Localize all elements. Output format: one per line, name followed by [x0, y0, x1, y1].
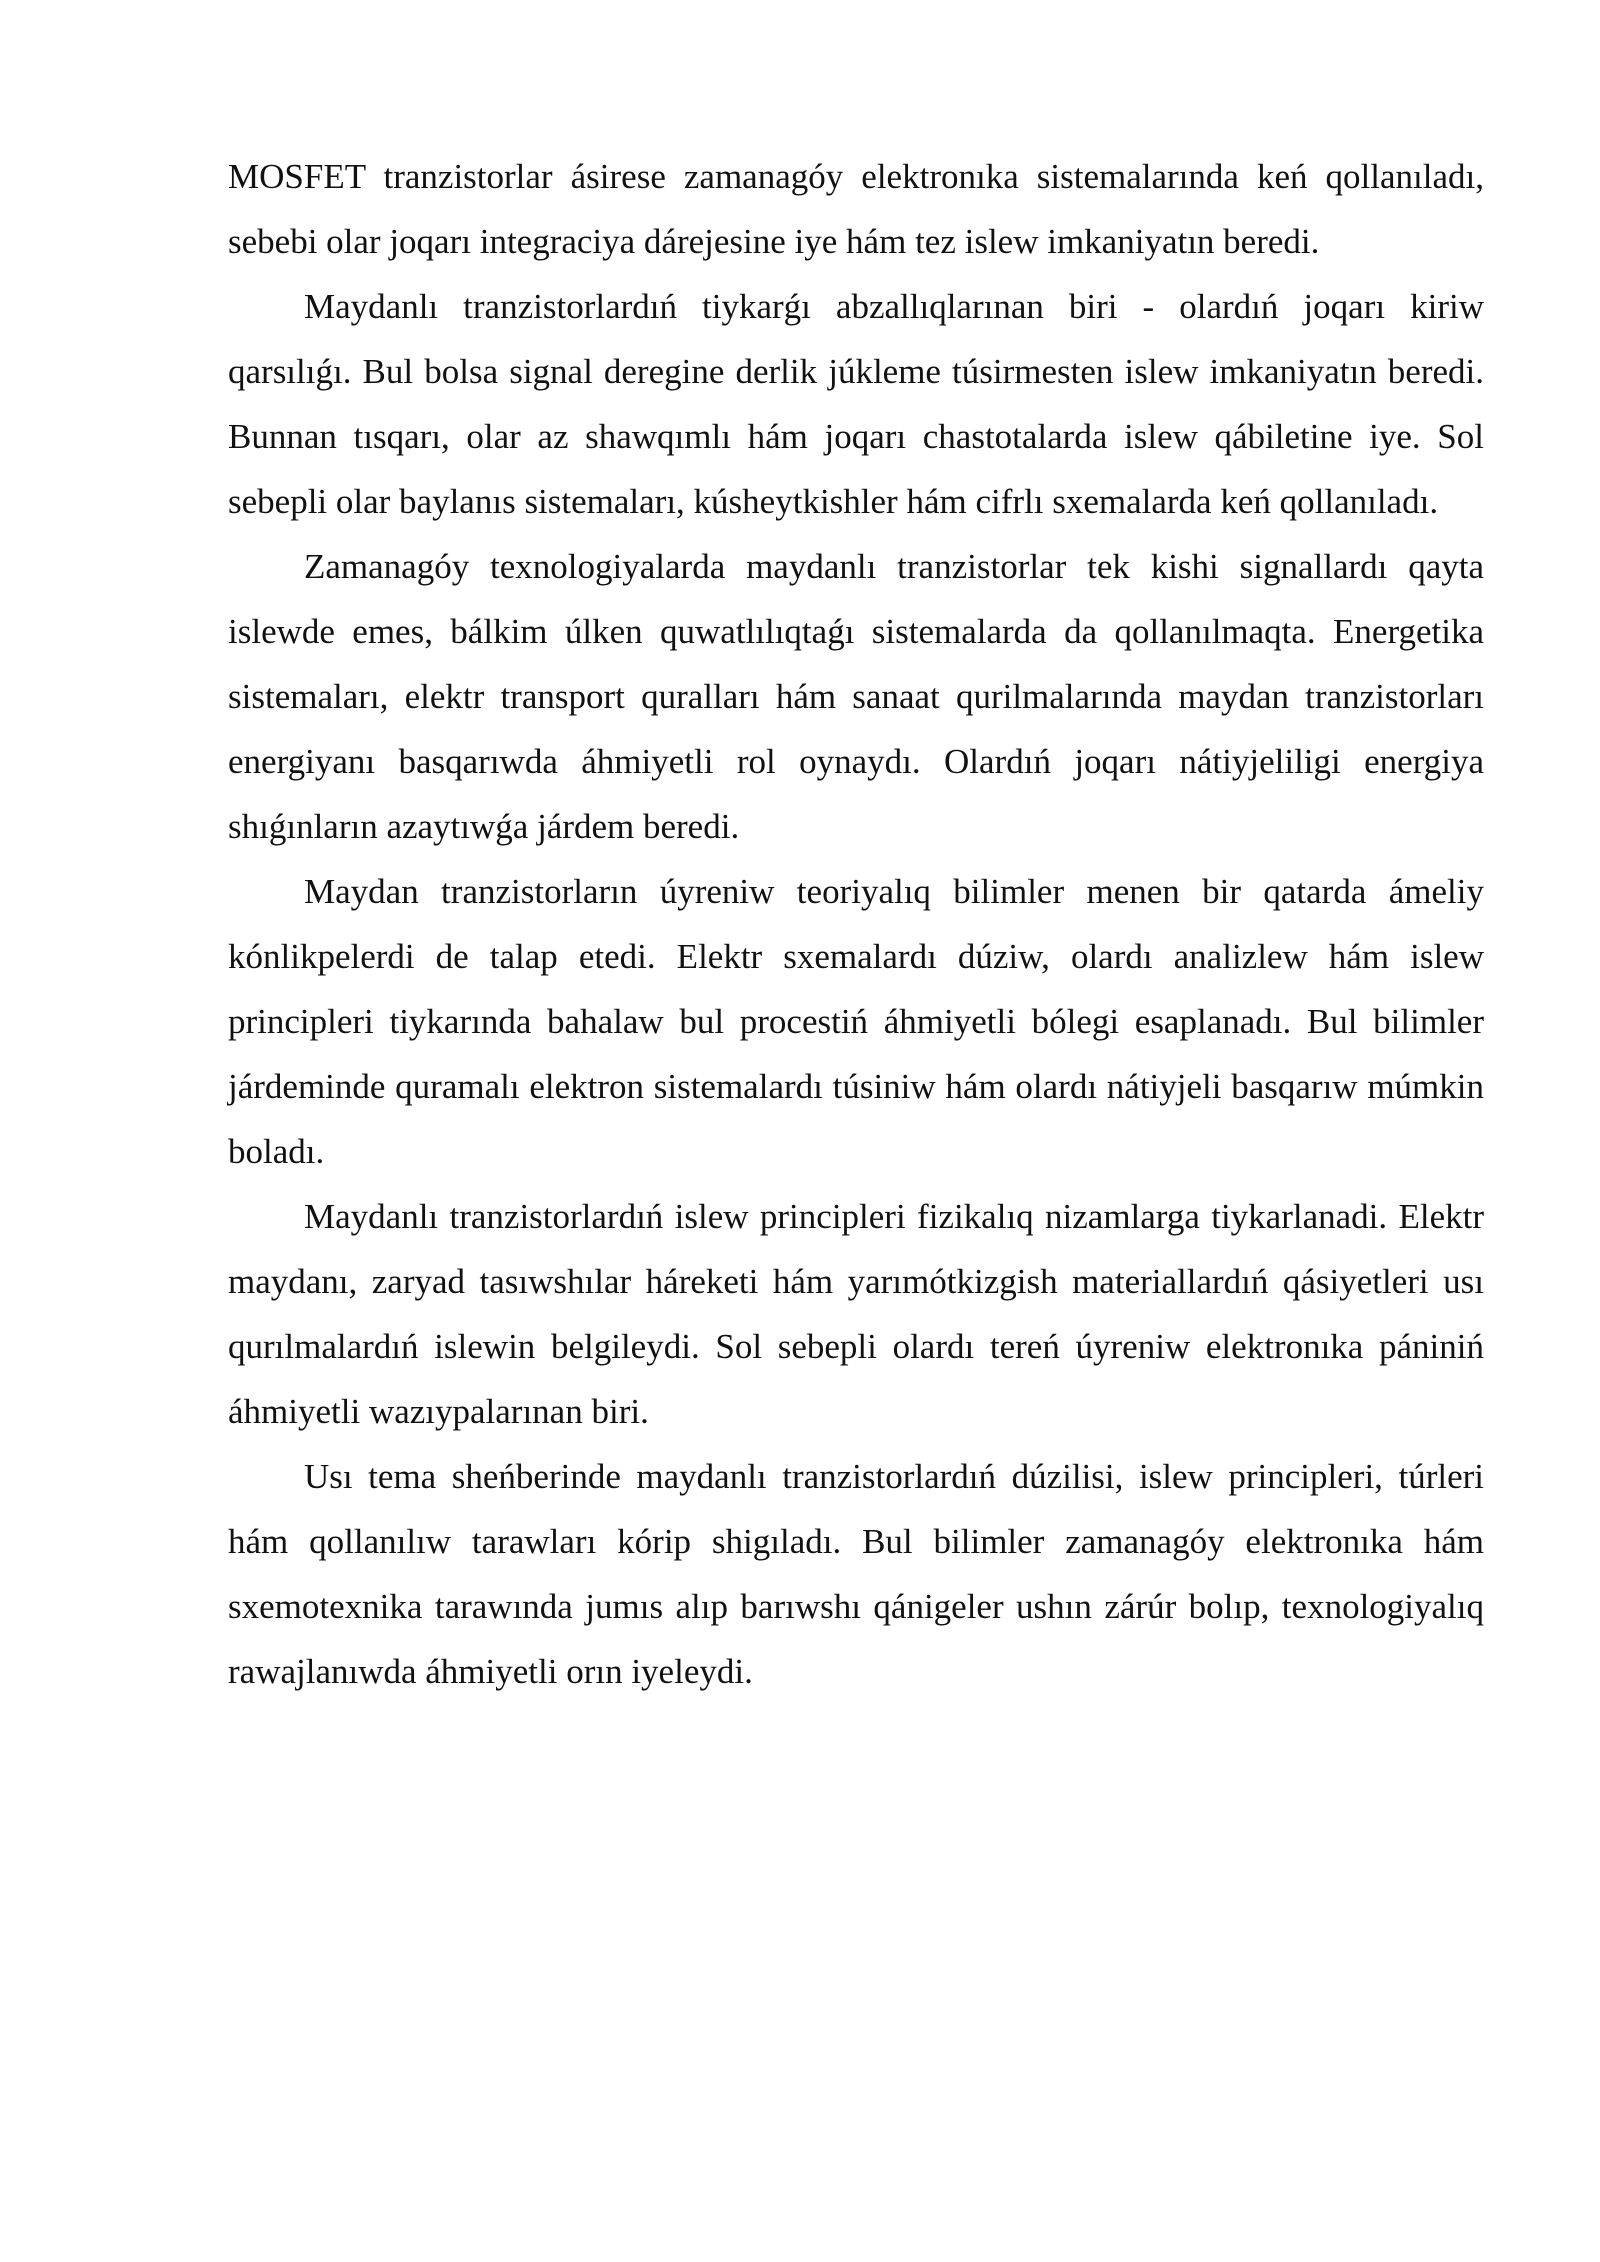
paragraph-advantages: Maydanlı tranzistorlardıń tiykarǵı abzallıqlarınan biri - olardıń joqarı kiriw qarsılıǵı. Bul bolsa signal deregine derlik júkleme túsirmesten islew imkaniyatın beredi. Bunnan tısqarı, olar az shawqımlı hám joqarı chastotalarda islew qábiletine iye. Sol sebepli olar baylanıs sistemaları, kúsheytkishler hám cifrlı sxemalarda keń qollanıladı. — [228, 287, 1484, 521]
paragraph-topic-scope: Usı tema sheńberinde maydanlı tranzistorlardıń dúzilisi, islew principleri, túrleri hám qollanılıw tarawları kórip shigıladı. Bul bilimler zamanagóy elektronıka hám sxemotexnika tarawında jumıs alıp barıwshı qánigeler ushın zárúr bolıp, texnologiyalıq rawajlanıwda áhmiyetli orın iyeleydi. — [228, 1457, 1484, 1691]
paragraph-study-skills: Maydan tranzistorların úyreniw teoriyalıq bilimler menen bir qatarda ámeliy kónlikpelerdi de talap etedi. Elektr sxemalardı dúziw, olardı analizlew hám islew principleri tiykarında bahalaw bul procestiń áhmiyetli bólegi esaplanadı. Bul bilimler járdeminde quramalı elektron sistemalardı túsiniw hám olardı nátiyjeli basqarıw múmkin boladı. — [228, 872, 1484, 1171]
paragraph-modern-technologies: Zamanagóy texnologiyalarda maydanlı tranzistorlar tek kishi signallardı qayta islewde emes, bálkim úlken quwatlılıqtaǵı sistemalarda da qollanılmaqta. Energetika sistemaları, elektr transport quralları hám sanaat qurilmalarında maydan tranzistorları energiyanı basqarıwda áhmiyetli rol oynaydı. Olardıń joqarı nátiyjeliligi energiya shıǵınların azaytıwǵa járdem beredi. — [228, 547, 1484, 846]
document-body — [228, 144, 1484, 1704]
paragraph-mosfet-usage: MOSFET tranzistorlar ásirese zamanagóy elektronıka sistemalarında keń qollanıladı, sebebi olar joqarı integraciya dárejesine iye hám tez islew imkaniyatın beredi. — [228, 157, 1484, 261]
paragraph-operating-principles: Maydanlı tranzistorlardıń islew principleri fizikalıq nizamlarga tiykarlanadi. Elektr maydanı, zaryad tasıwshılar háreketi hám yarımótkizgish materiallardıń qásiyetleri usı qurılmalardıń islewin belgileydi. Sol sebepli olardı tereń úyreniw elektronıka pániniń áhmiyetli wazıypalarınan biri. — [228, 1197, 1484, 1431]
